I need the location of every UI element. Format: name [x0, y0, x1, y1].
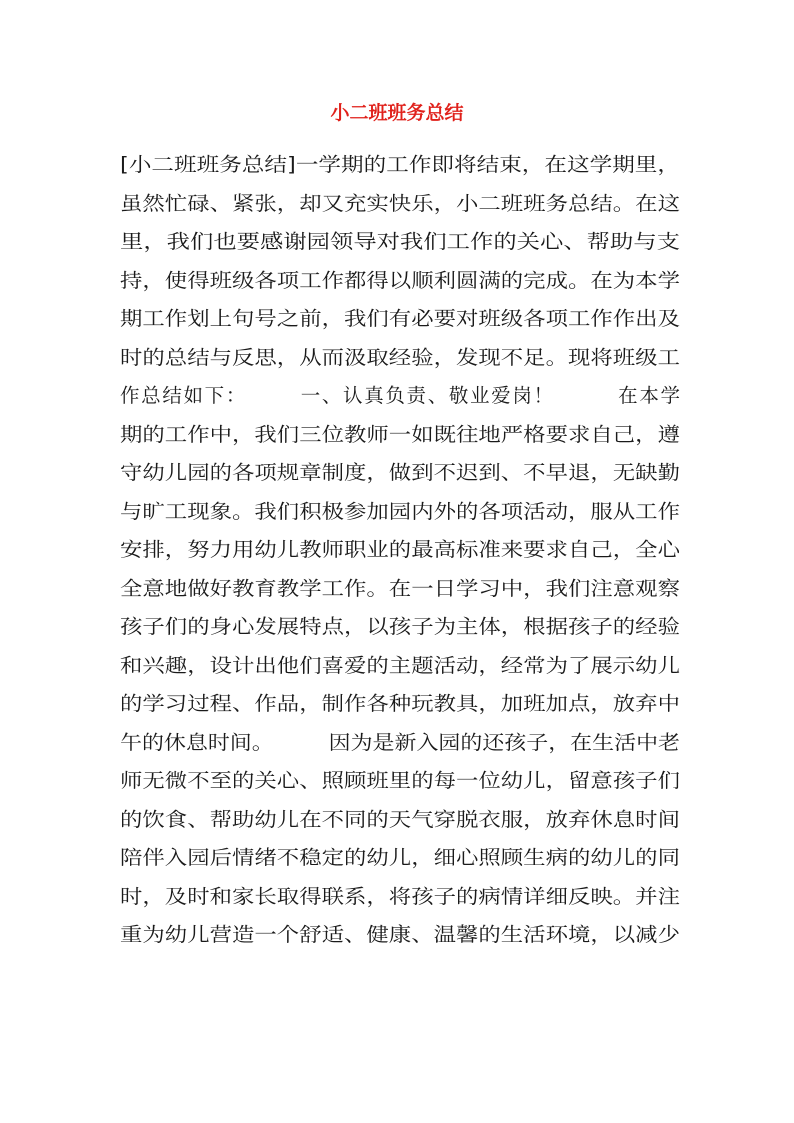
body-line: 午的休息时间。 因为是新入园的还孩子，在生活中老 [120, 730, 680, 754]
body-line: 师无微不至的关心、照顾班里的每一位幼儿，留意孩子们 [120, 769, 680, 792]
body-line: 期工作划上句号之前，我们有必要对班级各项工作作出及 [120, 307, 680, 330]
body-line: 安排，努力用幼儿教师职业的最高标准来要求自己，全心 [120, 538, 680, 561]
body-line: 里，我们也要感谢园领导对我们工作的关心、帮助与支 [120, 230, 680, 253]
body-line: 时的总结与反思，从而汲取经验，发现不足。现将班级工 [120, 345, 680, 369]
body-line: 重为幼儿营造一个舒适、健康、温馨的生活环境，以减少 [120, 923, 680, 946]
body-line: 时，及时和家长取得联系，将孩子的病情详细反映。并注 [120, 884, 680, 908]
body-line: 全意地做好教育教学工作。在一日学习中，我们注意观察 [120, 576, 680, 600]
body-line: 虽然忙碌、紧张，却又充实快乐，小二班班务总结。在这 [120, 191, 680, 215]
body-line: 与旷工现象。我们积极参加园内外的各项活动，服从工作 [120, 499, 680, 523]
body-line: 的学习过程、作品，制作各种玩教具，加班加点，放弃中 [120, 692, 680, 715]
body-line: 的饮食、帮助幼儿在不同的天气穿脱衣服，放弃休息时间 [120, 807, 680, 831]
body-line: 作总结如下： 一、认真负责、敬业爱岗！ 在本学 [120, 384, 682, 407]
body-line: 守幼儿园的各项规章制度，做到不迟到、不早退，无缺勤 [120, 461, 680, 484]
body-line: 孩子们的身心发展特点，以孩子为主体，根据孩子的经验 [120, 615, 680, 638]
body-line: 持，使得班级各项工作都得以顺利圆满的完成。在为本学 [120, 268, 680, 292]
body-line: 期的工作中，我们三位教师一如既往地严格要求自己，遵 [120, 422, 680, 446]
document-body [120, 146, 680, 955]
body-line: 陪伴入园后情绪不稳定的幼儿，细心照顾生病的幼儿的同 [120, 846, 680, 869]
document-title: 小二班班务总结 [330, 102, 464, 124]
body-line: 和兴趣，设计出他们喜爱的主题活动，经常为了展示幼儿 [120, 653, 680, 677]
body-line: [小二班班务总结]一学期的工作即将结束，在这学期里， [120, 153, 680, 176]
